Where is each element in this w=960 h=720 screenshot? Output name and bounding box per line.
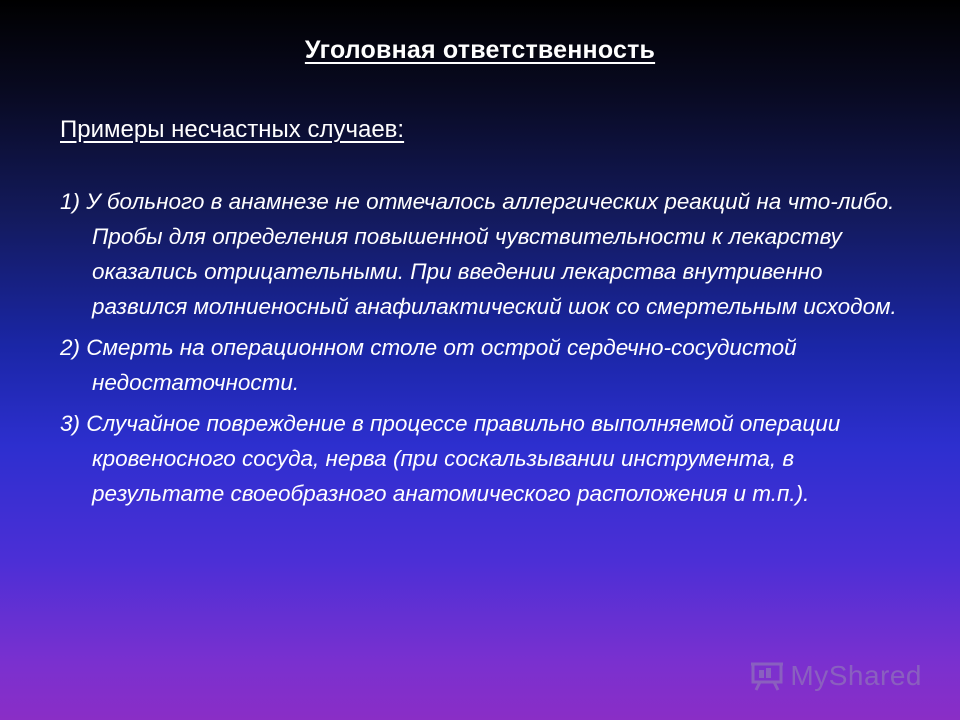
- slide-title: Уголовная ответственность: [304, 36, 656, 64]
- presentation-board-icon: [750, 661, 784, 691]
- list-item: 1) У больного в анамнезе не отмечалось аллергических реакций на что-либо. Пробы для определения повышенной чувствительности к лекарству оказались отрицательными. При введении лекарства внутривенно развился молниеносный анафилактический шок со смертельным исходом.: [60, 189, 897, 319]
- list-item: 2) Смерть на операционном столе от острой сердечно-сосудистой недостаточности.: [60, 335, 797, 395]
- examples-list: [60, 184, 920, 517]
- watermark-text: MyShared: [790, 660, 922, 691]
- list-item: 3) Случайное повреждение в процессе правильно выполняемой операции кровеносного сосуда, нерва (при соскальзывании инструмента, в результате своеобразного анатомического расположения и т.п.).: [60, 411, 841, 506]
- slide-subtitle: Примеры несчастных случаев:: [60, 116, 405, 143]
- watermark: [750, 660, 922, 692]
